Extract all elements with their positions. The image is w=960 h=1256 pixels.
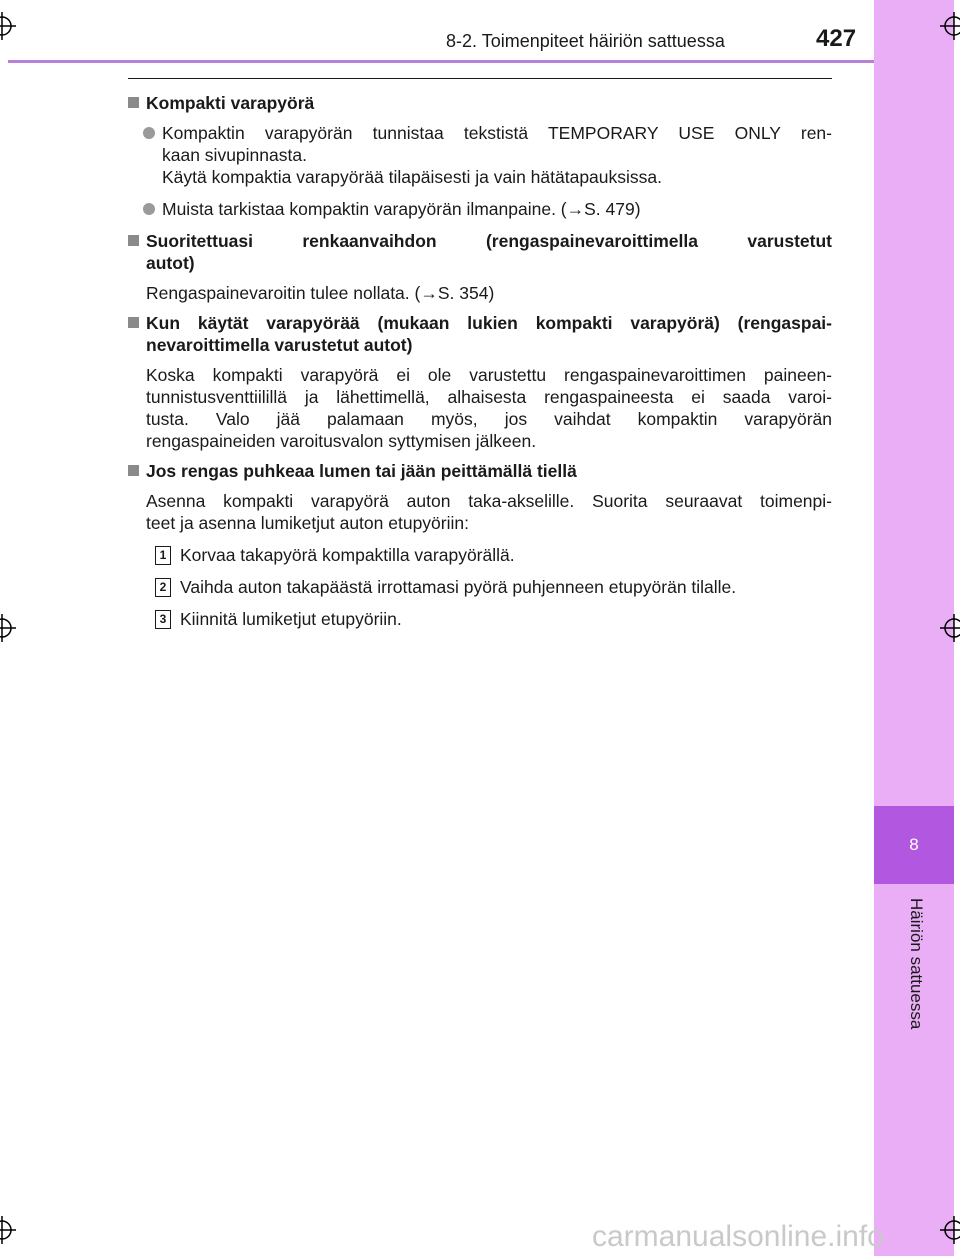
square-bullet-icon [128, 97, 139, 108]
body-text-line: tusta. Valo jää palamaan myös, jos vaihdat kompaktin varapyörän [146, 409, 832, 429]
step-item [128, 544, 832, 566]
content-top-rule [128, 78, 832, 79]
step-number: 3 [155, 610, 171, 629]
bullet-item [128, 198, 832, 220]
square-bullet-icon [128, 235, 139, 246]
body-text-line: Koska kompakti varapyörä ei ole varustettu rengaspainevaroittimen paineen- [146, 365, 832, 385]
section-heading-text: Kompakti varapyörä [146, 93, 315, 113]
body-paragraph [128, 364, 832, 452]
bullet-text-line: Käytä kompaktia varapyörää tilapäisesti ja vain hätätapauksissa. [162, 167, 662, 187]
page-number: 427 [816, 25, 857, 52]
chapter-number: 8 [909, 835, 919, 854]
body-text-line: tunnistusventtiilillä ja lähettimellä, alhaisesta rengaspaineesta ei saada varoi- [146, 387, 832, 407]
section-heading-text: Kun käytät varapyörää (mukaan lukien kompakti varapyörä) (rengaspai- [146, 313, 832, 333]
section-heading-text: nevaroittimella varustetut autot) [146, 335, 413, 355]
section-heading-text: autot) [146, 253, 195, 273]
bullet-text-line: kaan sivupinnasta. [162, 145, 307, 165]
step-text: Korvaa takapyörä kompaktilla varapyörällä. [180, 545, 515, 565]
step-item [128, 608, 832, 630]
round-bullet-icon [143, 203, 155, 215]
square-bullet-icon [128, 317, 139, 328]
body-text-line: Asenna kompakti varapyörä auton taka-akselille. Suorita seuraavat toimenpi- [146, 491, 832, 511]
watermark: carmanualsonline.info [592, 1220, 884, 1253]
header-divider [8, 60, 874, 63]
bullet-text-line: Kompaktin varapyörän tunnistaa tekstistä TEMPORARY USE ONLY ren- [162, 123, 832, 143]
bullet-item [128, 122, 832, 188]
section-heading-text: Suoritettuasi renkaanvaihdon (rengaspainevaroittimella varustetut [146, 231, 832, 251]
registration-mark-icon [0, 614, 16, 642]
chapter-number-box [874, 806, 954, 884]
section-heading [128, 230, 832, 274]
step-item [128, 576, 832, 598]
square-bullet-icon [128, 465, 139, 476]
step-number: 1 [155, 546, 171, 565]
registration-mark-icon [940, 12, 960, 40]
registration-mark-icon [940, 1216, 960, 1244]
step-text: Vaihda auton takapäästä irrottamasi pyörä puhjenneen etupyörän tilalle. [180, 577, 737, 597]
registration-mark-icon [0, 1216, 16, 1244]
page-content [128, 92, 832, 640]
body-paragraph [128, 490, 832, 534]
section-heading [128, 312, 832, 356]
step-number: 2 [155, 578, 171, 597]
body-text-line: teet ja asenna lumiketjut auton etupyöriin: [146, 513, 469, 533]
step-text: Kiinnitä lumiketjut etupyöriin. [180, 609, 402, 629]
body-paragraph [128, 282, 832, 304]
body-text-line: Rengaspainevaroitin tulee nollata. (→S. 354) [146, 283, 495, 303]
section-heading-text: Jos rengas puhkeaa lumen tai jään peittämällä tiellä [146, 461, 577, 481]
section-heading [128, 460, 832, 482]
round-bullet-icon [143, 127, 155, 139]
registration-mark-icon [0, 12, 16, 40]
section-heading [128, 92, 832, 114]
registration-mark-icon [940, 614, 960, 642]
body-text-line: rengaspaineiden varoitusvalon syttymisen jälkeen. [146, 431, 537, 451]
bullet-text-line: Muista tarkistaa kompaktin varapyörän ilmanpaine. (→S. 479) [162, 199, 641, 219]
section-header-title: 8-2. Toimenpiteet häiriön sattuessa [446, 31, 725, 51]
chapter-title: Häiriön sattuessa [907, 898, 926, 1030]
